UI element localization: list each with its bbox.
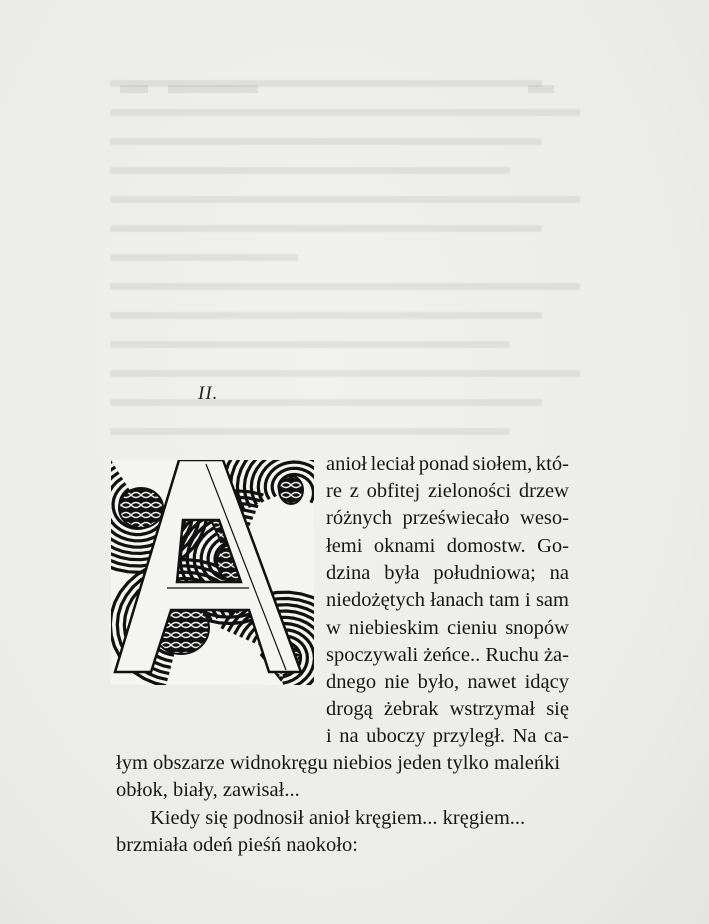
word: na: [339, 725, 359, 747]
word: zieloności: [427, 480, 512, 502]
word: spoczywali: [326, 644, 419, 666]
word: snopów: [505, 617, 569, 639]
word: cieniu: [447, 617, 498, 639]
word: ca-: [543, 725, 569, 747]
paragraph2-line: Kiedy się podnosił anioł kręgiem... kręgiem...: [150, 807, 526, 829]
paragraph1-line: [326, 590, 569, 611]
word: tam: [489, 589, 520, 611]
word: siołem,: [472, 453, 533, 475]
word: przyległ.: [432, 725, 506, 747]
paragraph1-line: [326, 536, 569, 557]
word: na: [549, 562, 569, 584]
paragraph1-line: [326, 726, 569, 747]
word: ponad: [418, 453, 469, 475]
drop-cap-initial: [111, 460, 314, 685]
word: leciał: [370, 453, 416, 475]
word: ża-: [543, 644, 569, 666]
paragraph1-line: [326, 699, 569, 720]
paragraph1-line: obłok, biały, zawisał...: [116, 779, 300, 801]
paragraph1-line: [326, 508, 569, 529]
word: żebrak: [383, 698, 439, 720]
chapter-number: II.: [198, 383, 219, 404]
word: obfitej: [366, 480, 421, 502]
word: przeświecało: [402, 507, 510, 529]
drop-cap-ornament: [111, 460, 314, 685]
word: re: [326, 480, 342, 502]
paragraph1-line: [326, 645, 569, 666]
word: drogą: [326, 698, 373, 720]
word: się: [546, 698, 569, 720]
word: anioł: [326, 453, 367, 475]
word: nie: [384, 671, 410, 693]
word: łemi: [326, 535, 363, 557]
paragraph1-line: [326, 618, 569, 639]
word: południowa;: [433, 562, 536, 584]
word: było,: [417, 671, 460, 693]
word: dzina: [326, 562, 371, 584]
word: idący: [524, 671, 569, 693]
word: niedożętych: [326, 589, 426, 611]
word: drzew: [518, 480, 569, 502]
word: domostw.: [446, 535, 526, 557]
word: wstrzymał: [449, 698, 536, 720]
word: i: [525, 589, 531, 611]
word: i: [326, 725, 332, 747]
word: weso-: [520, 507, 569, 529]
word: któ-: [535, 453, 569, 475]
word: była: [384, 562, 420, 584]
word: Ruchu: [485, 644, 539, 666]
bleed-through-text: [110, 80, 580, 440]
word: uboczy: [366, 725, 426, 747]
word: z: [349, 480, 359, 502]
word: nawet: [467, 671, 517, 693]
word: oknami: [373, 535, 436, 557]
word: Go-: [537, 535, 569, 557]
paragraph1-line: [326, 672, 569, 693]
paragraph1-line: [326, 481, 569, 502]
word: dnego: [326, 671, 377, 693]
word: sam: [535, 589, 569, 611]
paragraph1-line: [326, 454, 569, 475]
word: żeńce..: [423, 644, 481, 666]
paragraph1-line: łym obszarze widnokręgu niebios jeden tylko maleńki: [116, 752, 561, 774]
paragraph2-line: brzmiała odeń pieśń naokoło:: [116, 834, 358, 856]
word: Na: [512, 725, 537, 747]
word: niebieskim: [348, 617, 439, 639]
word: łanach: [430, 589, 484, 611]
word: w: [326, 617, 341, 639]
paragraph1-line: [326, 563, 569, 584]
word: różnych: [326, 507, 393, 529]
